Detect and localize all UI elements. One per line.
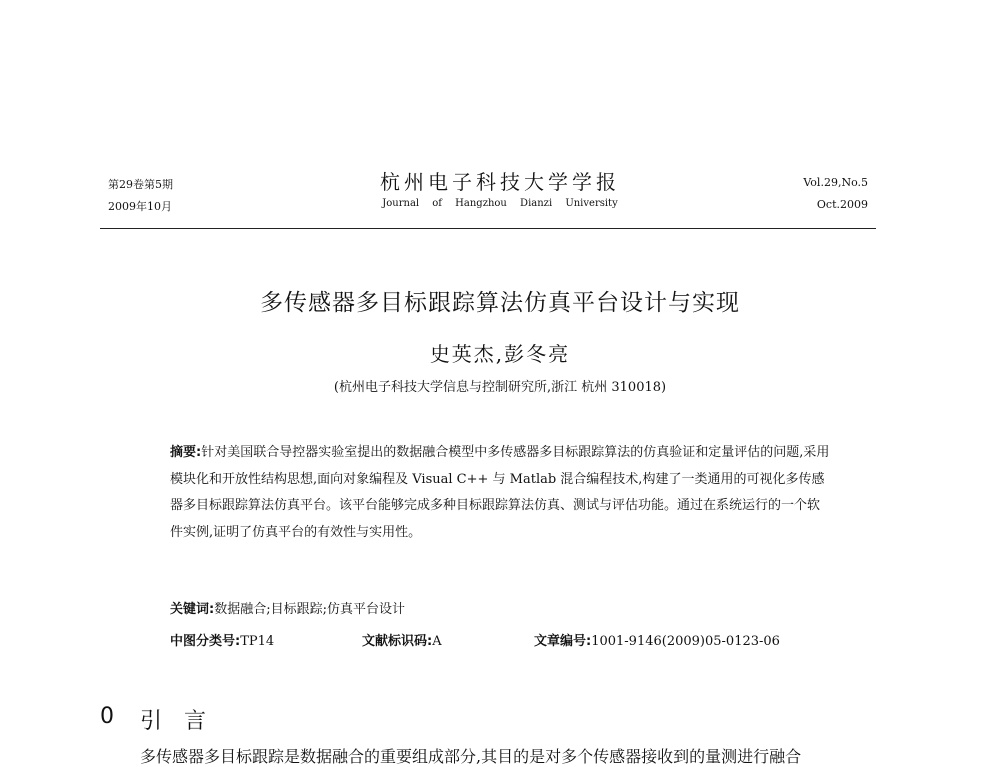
journal-title-cn: 杭州电子科技大学学报 [380, 170, 620, 194]
clc-number [170, 630, 274, 649]
article-title: 多传感器多目标跟踪算法仿真平台设计与实现 [260, 290, 740, 316]
date-en: Oct.2009 [816, 198, 868, 211]
abstract-label: 摘要: [170, 445, 202, 460]
clc-label: 中图分类号: [170, 634, 241, 649]
article-label: 文章编号: [534, 634, 592, 649]
section-title: 引言 [140, 709, 229, 734]
volume-issue-en: Vol.29,No.5 [803, 176, 868, 189]
doc-value: A [432, 634, 442, 649]
journal-title-en: Journal of Hangzhou Dianzi University [382, 198, 618, 209]
author-affiliation: (杭州电子科技大学信息与控制研究所,浙江 杭州 310018) [333, 380, 667, 395]
volume-issue-cn: 第29卷第5期 [108, 178, 173, 191]
article-number [534, 630, 780, 649]
header-rule [100, 228, 876, 229]
document-code [362, 630, 442, 649]
keywords-label: 关键词: [170, 602, 215, 617]
keywords [170, 598, 405, 617]
section-number: 0 [100, 704, 114, 729]
abstract-text: 针对美国联合导控器实验室提出的数据融合模型中多传感器多目标跟踪算法的仿真验证和定量评估的问题,采用模块化和开放性结构思想,面向对象编程及 Visual C++ 与 Matlab 混合编程技术,构建了一类通用的可视化多传感器多目标跟踪算法仿真平台。该平台能够完成多种目标跟踪算法仿真、测试与评估功能。通过在系统运行的一个软件实例,证明了仿真平台的有效性与实用性。 [170, 445, 830, 540]
abstract [170, 440, 830, 546]
keywords-text: 数据融合;目标跟踪;仿真平台设计 [214, 602, 405, 617]
article-value: 1001-9146(2009)05-0123-06 [591, 634, 780, 649]
date-cn: 2009年10月 [108, 200, 172, 213]
article-authors: 史英杰,彭冬亮 [429, 342, 571, 366]
doc-label: 文献标识码: [362, 634, 433, 649]
body-text-first-line: 多传感器多目标跟踪是数据融合的重要组成部分,其目的是对多个传感器接收到的量测进行融合 [140, 747, 802, 766]
clc-value: TP14 [240, 634, 275, 649]
